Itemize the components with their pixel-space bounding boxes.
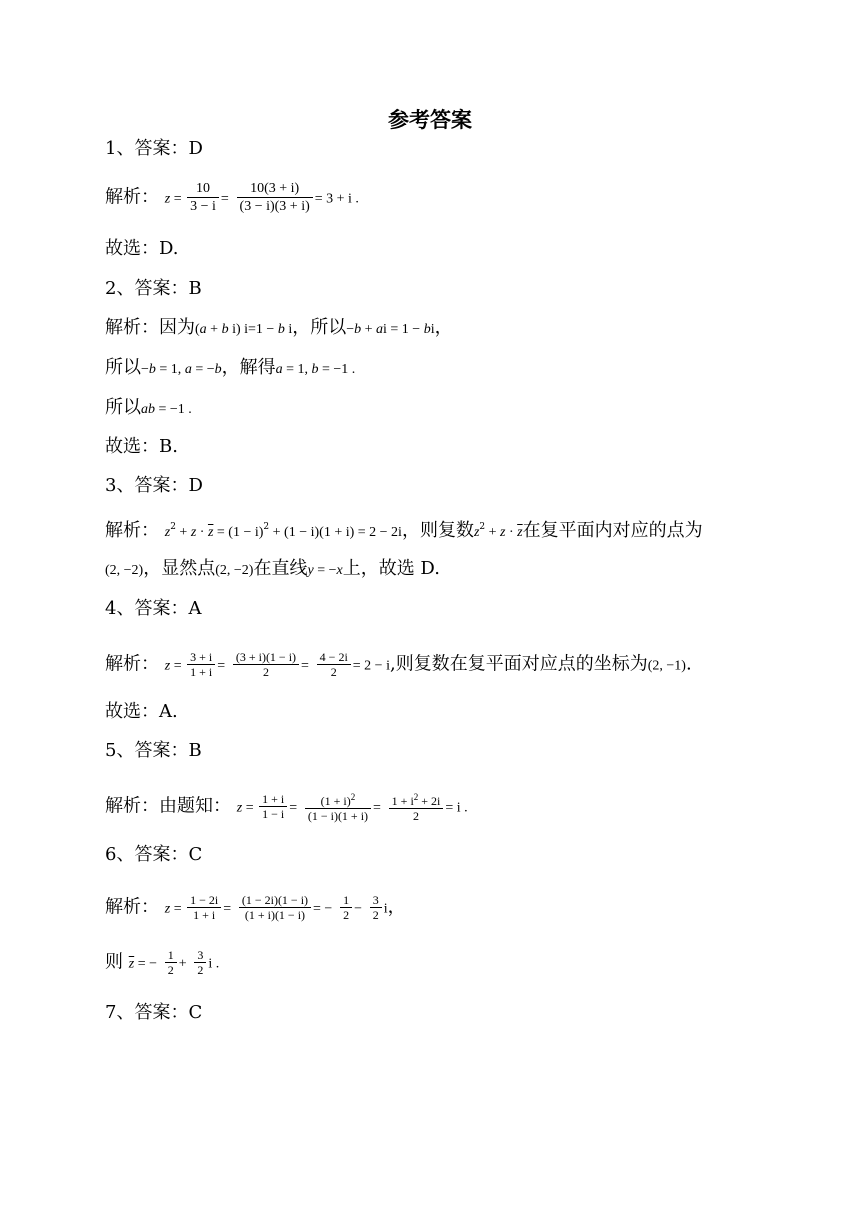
analysis-3: 解析： $z^2 + z \cdot \overline{z} = (1 - i)^2 + (1 - i)(1 + i) = 2 - 2i$，则复数$z^2 + z \cdot \overline{z}$在复平面内对应的点为 bbox=[105, 520, 703, 541]
fraction: $\frac{1 + i^2 + 2i}{2}$ bbox=[389, 790, 444, 823]
text: ,则复数在复平面对应点的坐标为 bbox=[389, 653, 648, 675]
analysis-label: 解析： bbox=[105, 520, 159, 541]
analysis-6: 解析： z = $\frac{1 - 2i}{1 + i}$ = $\frac{(1 - 2i)(1 - i)}{(1 + i)(1 - i)}$ = − $\frac{1}{2}$ − $\frac{3}{2}$ i， bbox=[105, 893, 406, 922]
analysis-3b: (2, −2)，显然点(2, −2)在直线y = −x上，故选 D. bbox=[105, 558, 440, 579]
text: ，显然点 bbox=[143, 558, 216, 579]
analysis-1: 解析： z = $\frac{10}{3 - i}$ = $\frac{10(3 + i)}{(3 - i)(3 + i)}$ = 3 + i . bbox=[105, 181, 359, 214]
analysis-2: 解析：因为(a + b i) i=1 − b i，所以−b + ai = 1 − bi， bbox=[105, 317, 453, 338]
analysis-2b: 所以−b = 1, a = −b，解得a = 1, b = −1 . bbox=[105, 357, 356, 378]
math: z bbox=[164, 191, 171, 207]
fraction: $\frac{3 + i}{1 + i}$ bbox=[187, 650, 215, 679]
text: ，所以 bbox=[292, 317, 347, 338]
answer-1: 1、答案：D bbox=[105, 138, 203, 159]
fraction: $\frac{1 + i}{1 - i}$ bbox=[259, 792, 287, 821]
fraction: $\frac{(1 + i)^2}{(1 - i)(1 + i)}$ bbox=[305, 790, 371, 823]
fraction: $\frac{1}{2}$ bbox=[165, 948, 177, 977]
text: ，解得 bbox=[221, 357, 276, 378]
text: 则 bbox=[105, 951, 123, 973]
answer-4: 4、答案：A bbox=[105, 598, 202, 619]
fraction: $\frac{4 - 2i}{2}$ bbox=[317, 650, 351, 679]
analysis-label: 解析： bbox=[105, 317, 159, 338]
answer-5: 5、答案：B bbox=[105, 740, 202, 761]
answer-2: 2、答案：B bbox=[105, 278, 202, 299]
analysis-label: 解析： bbox=[105, 896, 159, 918]
fraction: $\frac{1}{2}$ bbox=[340, 893, 352, 922]
text: 所以 bbox=[105, 397, 141, 418]
text: 在复平面内对应的点为 bbox=[522, 520, 703, 541]
fraction: $\frac{10}{3 - i}$ bbox=[187, 180, 219, 215]
fraction: $\frac{3}{2}$ bbox=[370, 893, 382, 922]
fraction: $\frac{3}{2}$ bbox=[194, 948, 206, 977]
answer-7: 7、答案：C bbox=[105, 1002, 203, 1023]
answer-3: 3、答案：D bbox=[105, 475, 203, 496]
text: 在直线 bbox=[253, 558, 308, 579]
page-title: 参考答案 bbox=[388, 108, 472, 132]
select-4: 故选：A. bbox=[105, 701, 178, 722]
fraction: $\frac{10(3 + i)}{(3 - i)(3 + i)}$ bbox=[237, 180, 313, 215]
fraction: $\frac{1 - 2i}{1 + i}$ bbox=[187, 893, 221, 922]
analysis-label: 解析： bbox=[105, 653, 159, 675]
analysis-label: 解析：由题知： bbox=[105, 795, 231, 817]
analysis-2c: 所以ab = −1 . bbox=[105, 397, 192, 418]
analysis-4: 解析： z = $\frac{3 + i}{1 + i}$ = $\frac{(3 + i)(1 - i)}{2}$ = $\frac{4 - 2i}{2}$ = 2 − i,则复数在复平面对应点的坐标为(2, −1). bbox=[105, 650, 692, 679]
text: 因为 bbox=[159, 317, 195, 338]
select-2: 故选：B. bbox=[105, 436, 178, 457]
analysis-label: 解析： bbox=[105, 186, 159, 208]
analysis-5: 解析：由题知： z = $\frac{1 + i}{1 - i}$ = $\frac{(1 + i)^2}{(1 - i)(1 + i)}$ = $\frac{1 + i^2 + 2i}{2}$ = i . bbox=[105, 792, 468, 823]
analysis-6b: 则 $\overline{z}$ = − $\frac{1}{2}$ + $\frac{3}{2}$ i . bbox=[105, 948, 220, 977]
fraction: $\frac{(1 - 2i)(1 - i)}{(1 + i)(1 - i)}$ bbox=[239, 893, 311, 922]
text: 所以 bbox=[105, 357, 141, 378]
answer-6: 6、答案：C bbox=[105, 844, 203, 865]
text: 上，故选 D. bbox=[342, 558, 440, 579]
fraction: $\frac{(3 + i)(1 - i)}{2}$ bbox=[233, 650, 299, 679]
select-1: 故选：D. bbox=[105, 238, 179, 259]
text: ，则复数 bbox=[401, 520, 474, 541]
